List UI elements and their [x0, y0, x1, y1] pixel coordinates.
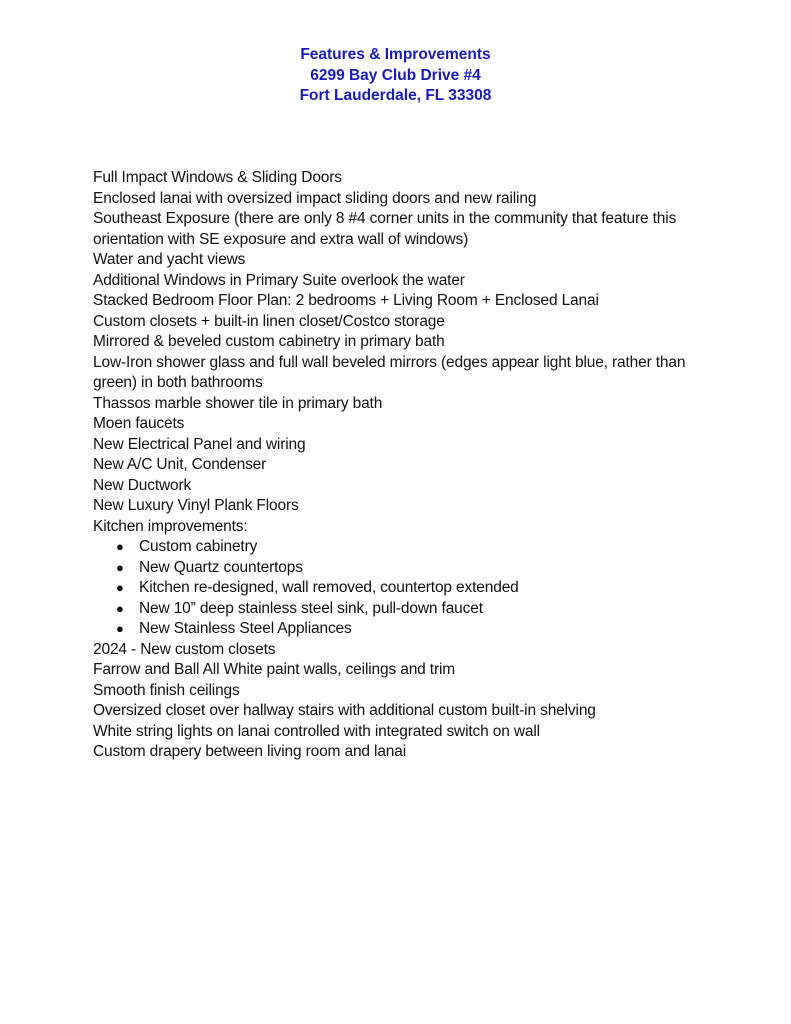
feature-item: White string lights on lanai controlled with integrated switch on wall [93, 722, 540, 740]
feature-item: Smooth finish ceilings [93, 681, 240, 699]
feature-item: Custom drapery between living room and lanai [93, 743, 407, 760]
feature-item: Oversized closet over hallway stairs with additional custom built-in shelving [93, 702, 596, 719]
feature-item: Mirrored & beveled custom cabinetry in primary bath [93, 333, 445, 350]
kitchen-item-text: Custom cabinetry [139, 538, 258, 555]
kitchen-item-text: New 10” deep stainless steel sink, pull-down faucet [139, 599, 483, 617]
feature-item: New Electrical Panel and wiring [93, 435, 306, 453]
feature-item: Thassos marble shower tile in primary bath [93, 394, 383, 412]
bullet-icon: ● [116, 539, 124, 554]
kitchen-heading: Kitchen improvements: [93, 517, 248, 535]
bullet-icon: ● [116, 621, 124, 636]
kitchen-sublist [93, 537, 703, 640]
features-list [93, 168, 703, 763]
address-line-2: Fort Lauderdale, FL 33308 [299, 87, 492, 104]
address-line-1: 6299 Bay Club Drive #4 [310, 66, 481, 84]
kitchen-item-text: New Stainless Steel Appliances [139, 620, 352, 637]
kitchen-item-text: Kitchen re-designed, wall removed, countertop extended [139, 579, 519, 596]
feature-item: Additional Windows in Primary Suite overlook the water [93, 271, 465, 289]
kitchen-item [93, 537, 703, 558]
document-title: Features & Improvements [300, 46, 491, 63]
feature-item: Low-Iron shower glass and full wall beveled mirrors (edges appear light blue, rather than green) in both bathrooms [93, 353, 686, 391]
bullet-icon: ● [116, 580, 124, 595]
feature-item: Water and yacht views [93, 251, 246, 268]
feature-item: New A/C Unit, Condenser [93, 456, 267, 473]
kitchen-item [93, 558, 703, 579]
kitchen-item [93, 599, 703, 620]
feature-item: 2024 - New custom closets [93, 640, 276, 658]
kitchen-item [93, 619, 703, 640]
feature-item: Stacked Bedroom Floor Plan: 2 bedrooms + Living Room + Enclosed Lanai [93, 292, 599, 309]
kitchen-item [93, 578, 703, 599]
bullet-icon: ● [116, 600, 124, 616]
feature-item: Farrow and Ball All White paint walls, ceilings and trim [93, 661, 456, 678]
bullet-icon: ● [116, 559, 124, 575]
feature-item: Full Impact Windows & Sliding Doors [93, 169, 342, 186]
feature-item: Southeast Exposure (there are only 8 #4 corner units in the community that feature this orientation with SE exposure and extra wall of windows) [93, 210, 677, 248]
feature-item: Moen faucets [93, 415, 185, 432]
feature-item: Custom closets + built-in linen closet/Costco storage [93, 312, 445, 330]
kitchen-item-text: New Quartz countertops [139, 558, 303, 576]
feature-item: Enclosed lanai with oversized impact sliding doors and new railing [93, 189, 537, 207]
document-header [0, 45, 791, 107]
feature-item: New Ductwork [93, 476, 192, 494]
feature-item: New Luxury Vinyl Plank Floors [93, 497, 299, 514]
